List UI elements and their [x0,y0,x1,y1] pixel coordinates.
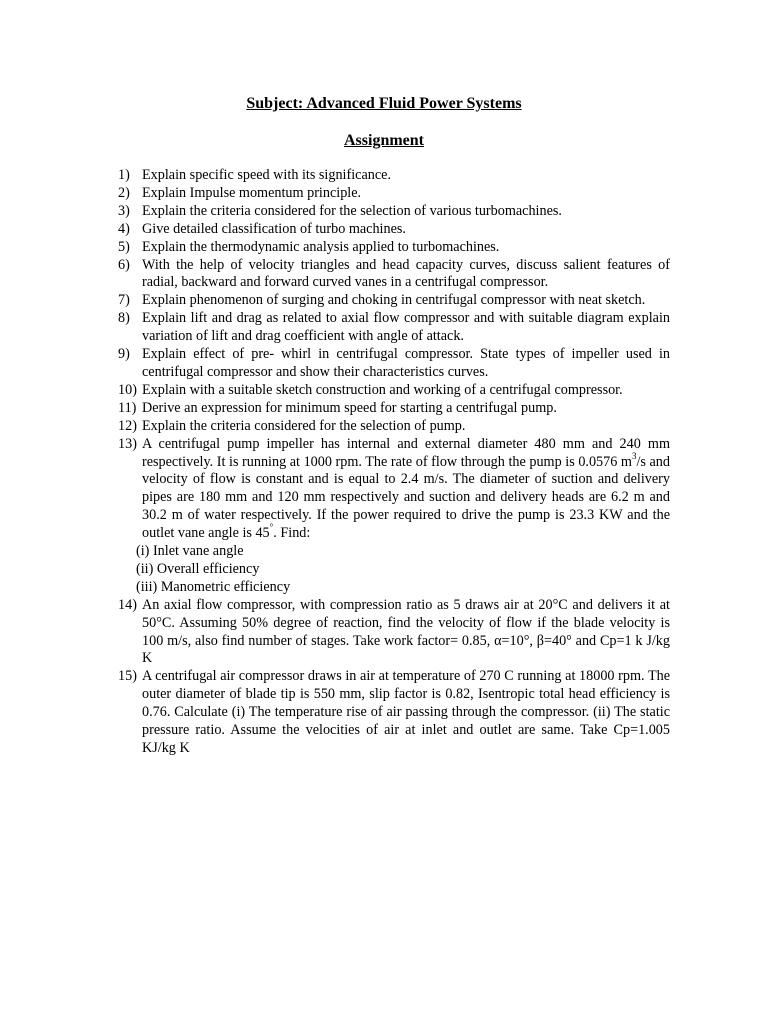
question-text-part: A centrifugal pump impeller has internal and external diameter 480 mm and 240 mm respectively. It is running at 1000 rpm. The rate of flow through the pump is 0.0576 m [142,435,670,470]
question-list [118,167,670,758]
question-text-part: /s and velocity of flow is constant and is equal to 2.4 m/s. The diameter of suction and delivery pipes are 180 mm and 120 mm respectively and suction and delivery heads are 6.2 m and 30.2 m of water respectively. If the power required to drive the pump is 23.3 KW and the outlet vane angle is 45 [142,453,670,542]
question-number: 10) [118,381,137,398]
superscript: ° [269,522,274,533]
question-item [118,418,670,436]
question-number: 1) [118,167,130,183]
sub-part: (i) Inlet vane angle [136,543,244,560]
question-item [118,597,670,669]
question-text: Explain phenomenon of surging and choking in centrifugal compressor with neat sketch. [142,292,646,309]
sub-part: (iii) Manometric efficiency [136,578,291,595]
question-item [118,203,670,221]
question-text: Explain effect of pre- whirl in centrifugal compressor. State types of impeller used in centrifugal compressor and show their characteristics curves. [142,346,670,380]
question-text-part: . Find: [273,525,311,542]
question-number: 15) [118,668,137,685]
question-item [118,400,670,418]
question-item [118,221,670,239]
question-item [118,346,670,382]
question-number: 4) [118,220,130,237]
question-number: 5) [118,238,130,255]
sub-part: (ii) Overall efficiency [136,560,260,577]
question-number: 7) [118,292,130,309]
question-text: Derive an expression for minimum speed for starting a centrifugal pump. [142,399,557,416]
superscript: 3 [631,450,637,461]
question-item [118,310,670,346]
question-number: 9) [118,346,130,363]
question-item [118,239,670,257]
question-number: 2) [118,184,130,201]
question-number: 3) [118,202,130,219]
question-text: Give detailed classification of turbo machines. [142,220,406,237]
question-text [142,436,670,543]
question-item [118,167,670,185]
question-number: 12) [118,417,137,434]
question-number: 6) [118,256,130,273]
question-item [118,185,670,203]
question-text: Explain Impulse momentum principle. [142,184,362,201]
question-text: Explain the criteria considered for the selection of various turbomachines. [142,202,562,219]
question-text: Explain the thermodynamic analysis applied to turbomachines. [142,238,500,255]
assignment-heading: Assignment [343,132,424,149]
question-item [118,292,670,310]
question-number: 11) [118,399,137,416]
question-number: 13) [118,435,137,452]
question-text: An axial flow compressor, with compression ratio as 5 draws air at 20°C and delivers it at 50°C. Assuming 50% degree of reaction, find the velocity of flow if the blade velocity is 100 m/s, also find number of stages. Take work factor= 0.85, α=10°, β=40° and Cp=1 k J/kg K [142,596,670,667]
question-item [118,436,670,543]
question-text: With the help of velocity triangles and head capacity curves, discuss salient features of radial, backward and forward curved vanes in a centrifugal compressor. [142,256,670,291]
subject-title: Subject: Advanced Fluid Power Systems [246,95,522,112]
question-item [118,668,670,758]
question-number: 8) [118,310,130,327]
question-number: 14) [118,596,137,613]
question-text: Explain lift and drag as related to axial flow compressor and with suitable diagram explain variation of lift and drag coefficient with angle of attack. [142,310,670,345]
question-text: Explain specific speed with its significance. [142,167,391,183]
question-text: Explain the criteria considered for the selection of pump. [142,417,466,434]
question-text: Explain with a suitable sketch construction and working of a centrifugal compressor. [142,381,623,398]
question-text: A centrifugal air compressor draws in air at temperature of 270 C running at 18000 rpm. The outer diameter of blade tip is 550 mm, slip factor is 0.82, Isentropic total head efficiency is 0.76. Calculate (i) The temperature rise of air passing through the compressor. (ii) The static pressure ratio. Assume the velocities of air at inlet and outlet are same. Take Cp=1.005 KJ/kg K [142,668,670,756]
question-item [118,382,670,400]
question-item [118,257,670,293]
